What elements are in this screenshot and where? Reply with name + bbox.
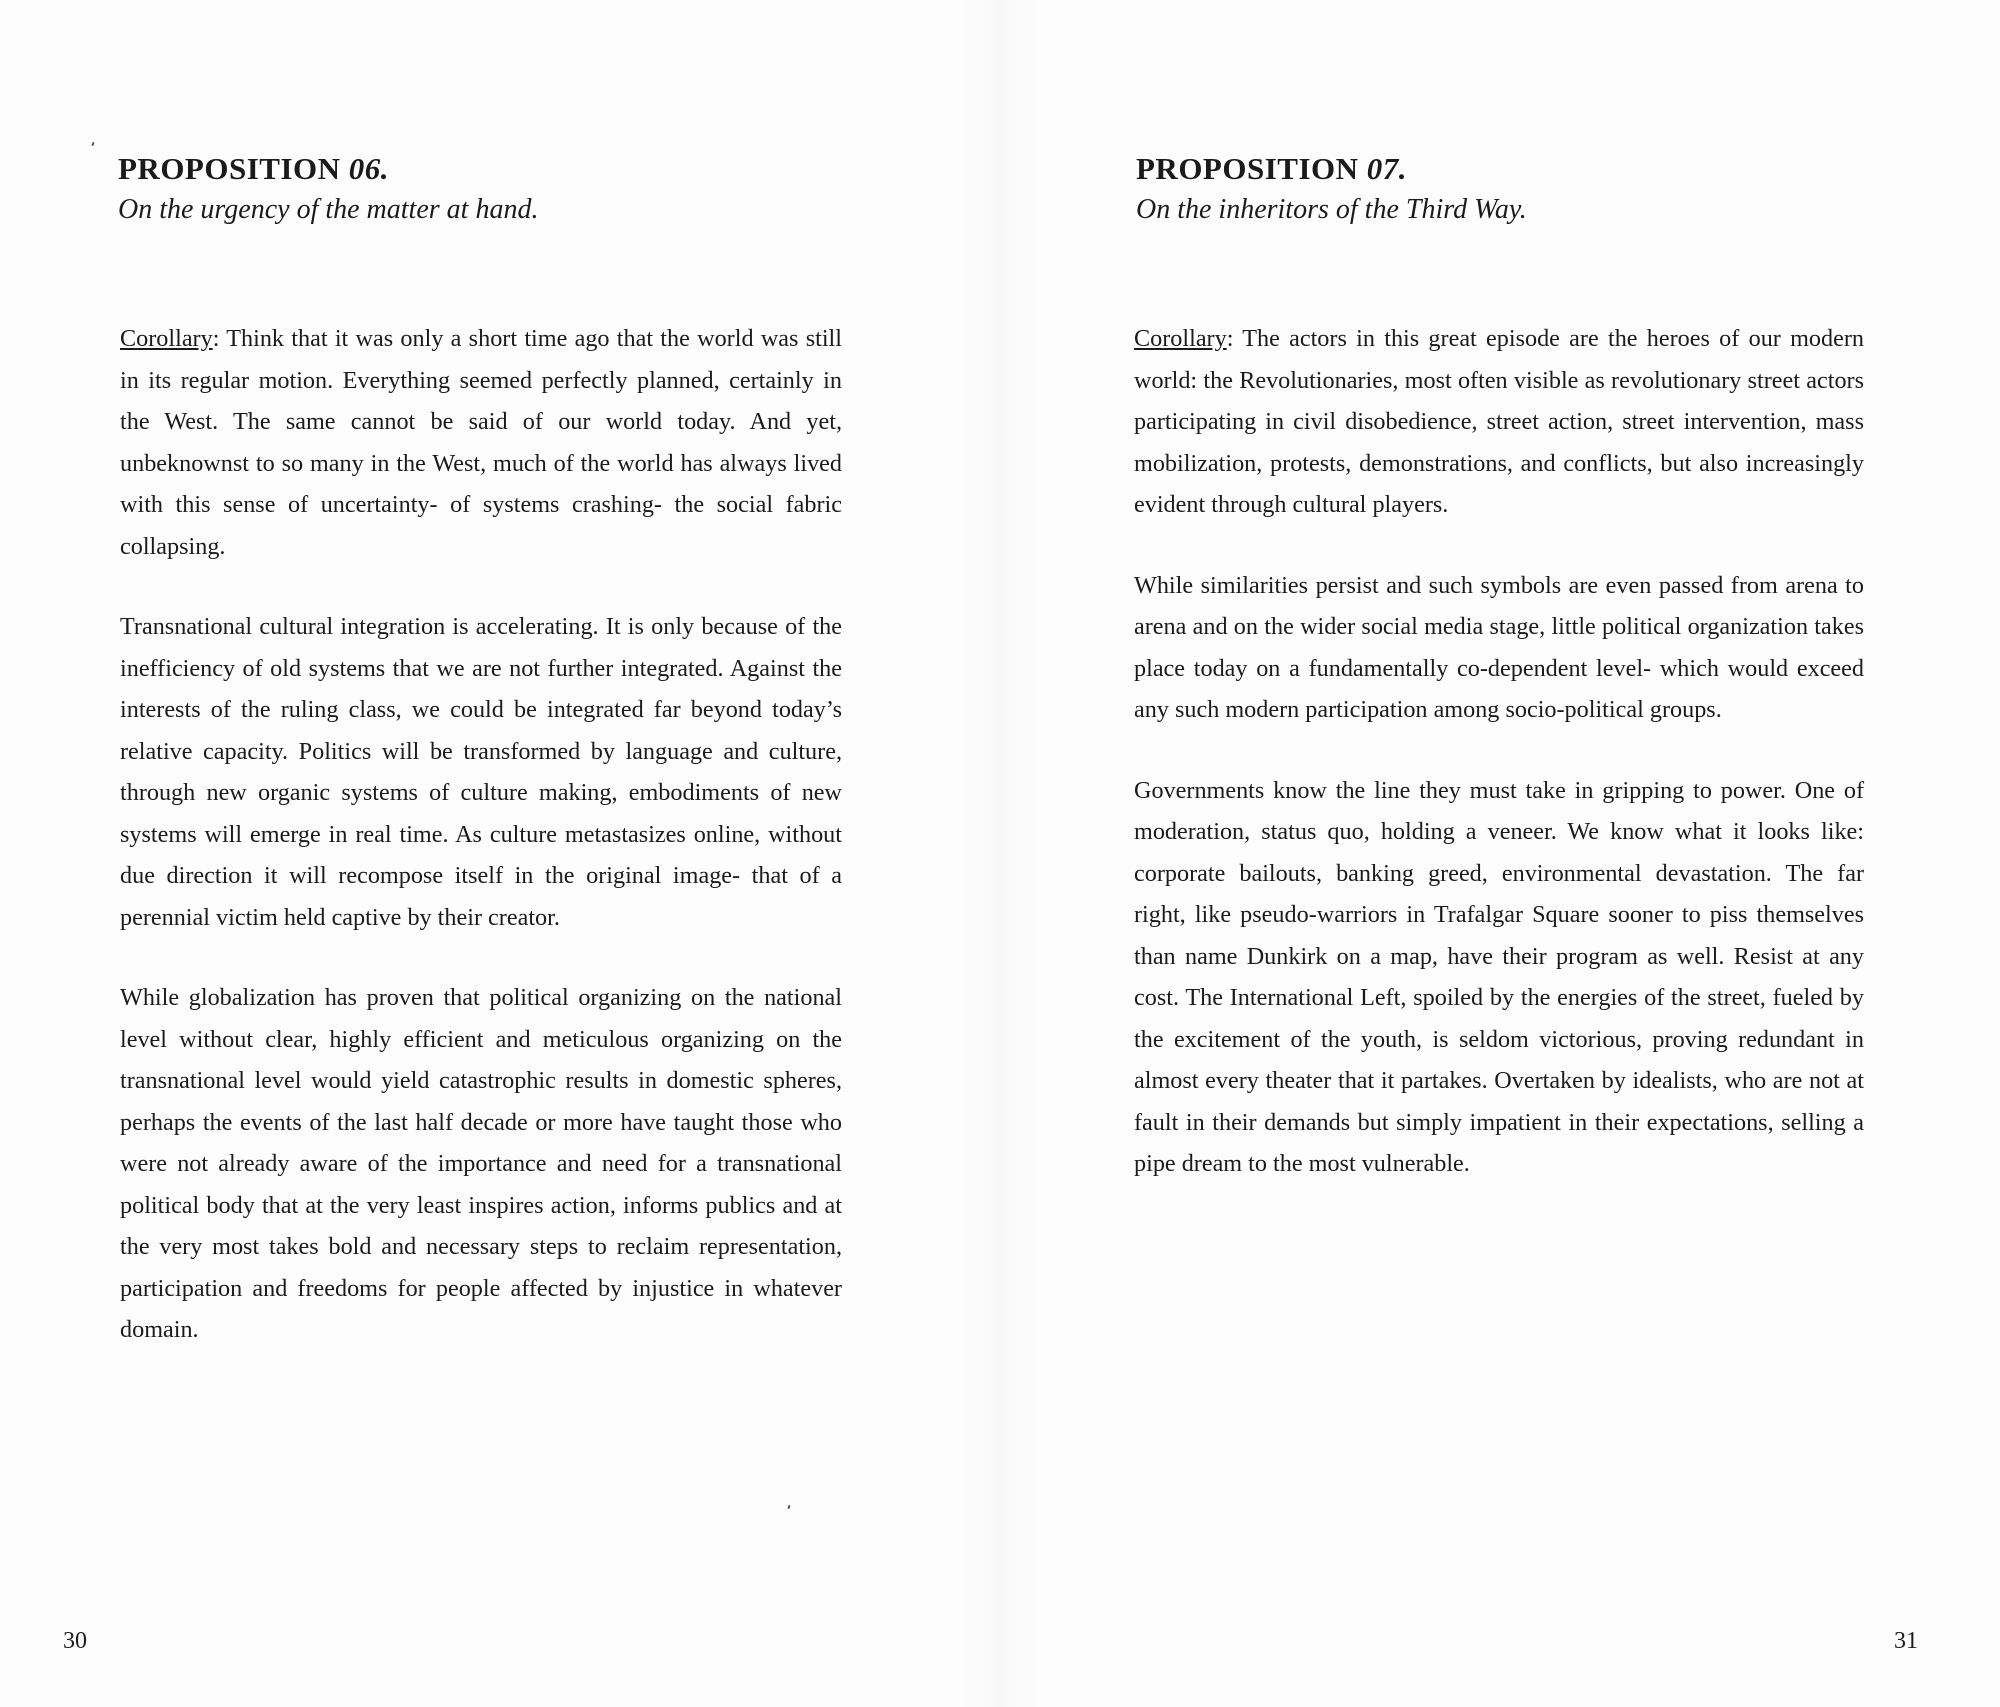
proposition-title-prefix: PROPOSITION xyxy=(1136,151,1367,186)
scan-speck xyxy=(91,142,94,146)
corollary-paragraph xyxy=(1134,318,1864,526)
proposition-title xyxy=(1136,148,1527,190)
proposition-06-heading xyxy=(118,148,538,230)
proposition-title-prefix: PROPOSITION xyxy=(118,151,349,186)
proposition-title xyxy=(118,148,538,190)
proposition-number: 07. xyxy=(1366,151,1408,186)
body-paragraph: While similarities persist and such symbols are even passed from arena to arena and on the wider social media stage, little political organization takes place today on a fundamentally co-dependent level- which would exceed any such modern participation among socio-political groups. xyxy=(1134,571,1864,723)
page-number: 31 xyxy=(1894,1628,1918,1654)
proposition-subtitle: On the inheritors of the Third Way. xyxy=(1136,194,1527,225)
body-paragraph: Transnational cultural integration is accelerating. It is only because of the inefficiency of old systems that we are not further integrated. Against the interests of the ruling class, we could be integrated far beyond today’s relative capacity. Politics will be transformed by language and culture, through new organic systems of culture making, embodiments of new systems will emerge in real time. As culture metastasizes online, without due direction it will recompose itself in the original image- that of a perennial victim held captive by their creator. xyxy=(120,613,842,931)
proposition-06-body xyxy=(120,318,842,1390)
corollary-text: : The actors in this great episode are the heroes of our modern world: the Revolutionaries, most often visible as revolutionary street actors participating in civil disobedience, street action, street intervention, mass mobilization, protests, demonstrations, and conflicts, but also increasingly evident through cultural players. xyxy=(1134,325,1864,518)
corollary-text: : Think that it was only a short time ago that the world was still in its regular motion. Everything seemed perfectly planned, certainly in the West. The same cannot be said of our world today. And yet, unbeknownst to so many in the West, much of the world has always lived with this sense of uncertainty- of systems crashing- the social fabric collapsing. xyxy=(120,325,842,560)
corollary-label: Corollary xyxy=(120,325,213,352)
proposition-subtitle: On the urgency of the matter at hand. xyxy=(118,194,539,225)
corollary-label: Corollary xyxy=(1134,325,1227,352)
proposition-07-body xyxy=(1134,318,1864,1224)
proposition-number: 06. xyxy=(348,151,390,186)
right-page xyxy=(1000,0,2000,1707)
body-paragraph: Governments know the line they must take in gripping to power. One of moderation, status quo, holding a veneer. We know what it looks like: corporate bailouts, banking greed, environmental devastation. The far right, like pseudo-warriors in Trafalgar Square sooner to piss themselves than name Dunkirk on a map, have their program as well. Resist at any cost. The International Left, spoiled by the energies of the street, fueled by the excitement of the youth, is seldom victorious, proving redundant in almost every theater that it partakes. Overtaken by idealists, who are not at fault in their demands but simply impatient in their expectations, selling a pipe dream to the most vulnerable. xyxy=(1134,776,1864,1177)
page-number: 30 xyxy=(63,1628,87,1654)
scan-speck xyxy=(787,1505,790,1509)
body-paragraph: While globalization has proven that political organizing on the national level without clear, highly efficient and meticulous organizing on the transnational level would yield catastrophic results in domestic spheres, perhaps the events of the last half decade or more have taught those who were not already aware of the importance and need for a transnational political body that at the very least inspires action, informs publics and at the very most takes bold and necessary steps to reclaim representation, participation and freedoms for people affected by injustice in whatever domain. xyxy=(120,984,842,1343)
proposition-07-heading xyxy=(1136,148,1527,230)
corollary-paragraph xyxy=(120,318,842,567)
